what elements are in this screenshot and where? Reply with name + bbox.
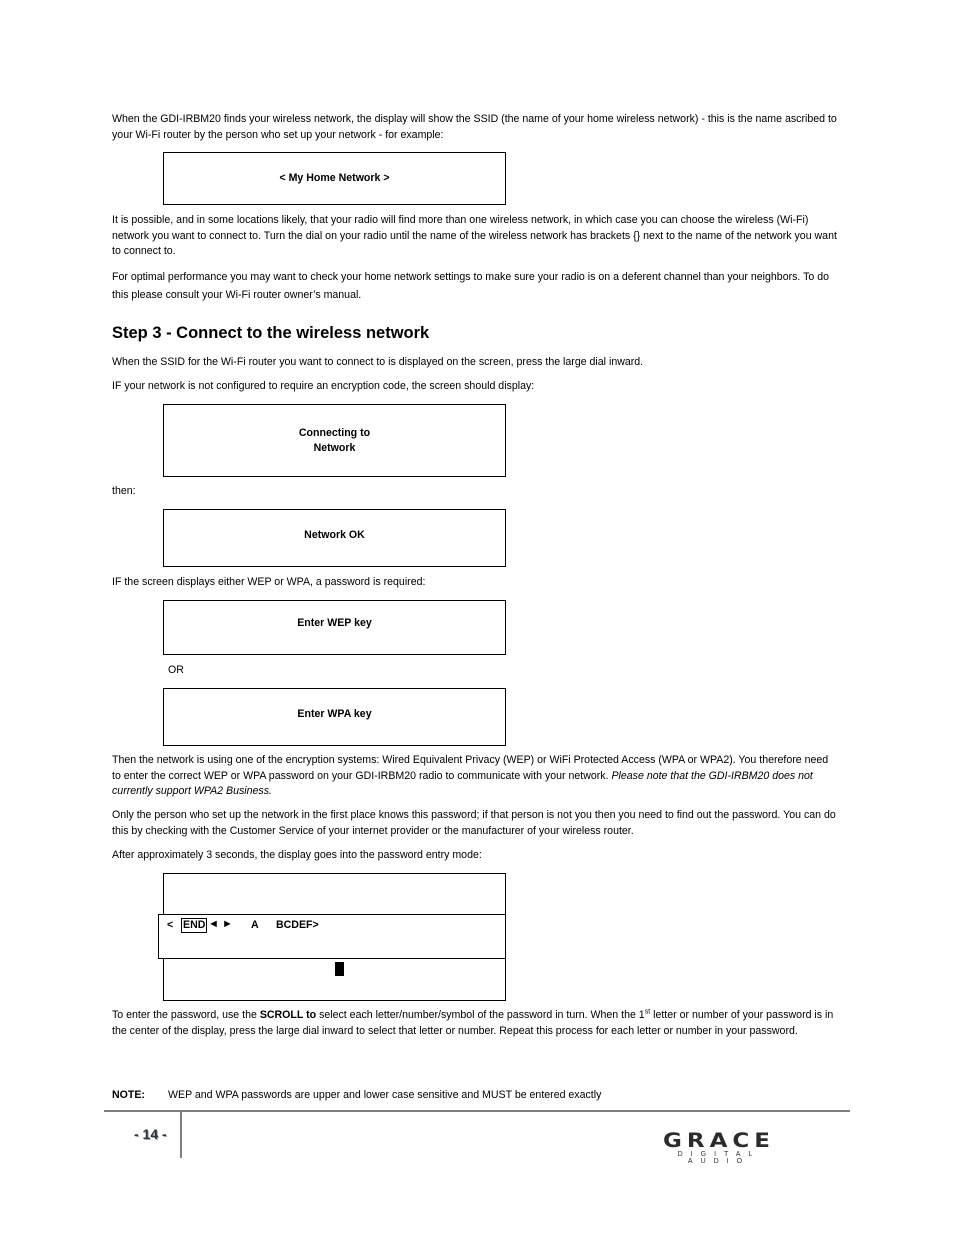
ssid-display-text: < My Home Network >	[279, 172, 390, 184]
encryption-paragraph	[112, 753, 838, 800]
then-label: then:	[112, 485, 136, 497]
no-encryption-paragraph: IF your network is not configured to require an encryption code, the screen should display:	[112, 380, 535, 392]
network-ok-text: Network OK	[304, 529, 365, 541]
page-number: - 14 -	[134, 1126, 167, 1142]
grace-logo	[652, 1129, 786, 1165]
note-paragraph	[112, 1088, 838, 1104]
scroll-text-a: To enter the password, use the	[112, 1009, 260, 1021]
wpa-key-display-box	[163, 688, 506, 746]
footer-divider	[180, 1112, 182, 1158]
text-cursor-icon	[335, 962, 344, 976]
connecting-line1: Connecting to	[298, 427, 371, 439]
pw-end-option: END	[183, 919, 206, 931]
wpa2-business-note: Please note that the GDI-IRBM20 does not currently support WPA2 Business.	[112, 769, 813, 797]
intro-paragraph: When the GDI-IRBM20 finds your wireless network, the display will show the SSID (the name of your home wireless network) - this is the name ascribed to your Wi-Fi router by the person who set up your network - for example:	[112, 113, 837, 141]
or-label: OR	[168, 664, 184, 676]
scroll-text-sup: st	[644, 1008, 651, 1016]
note-text: WEP and WPA passwords are upper and lower case sensitive and MUST be entered exactly	[168, 1089, 602, 1101]
step3-intro-paragraph: When the SSID for the Wi-Fi router you want to connect to is displayed on the screen, press the large dial inward.	[112, 356, 644, 368]
footer-rule	[104, 1110, 850, 1112]
wpa-key-text: Enter WPA key	[297, 708, 372, 720]
scroll-text-bold: SCROLL to	[259, 1009, 317, 1021]
pw-char-list: BCDEF>	[276, 919, 319, 931]
wep-key-text: Enter WEP key	[297, 617, 372, 629]
pw-selected-char: A	[251, 919, 259, 931]
scroll-text-c: letter or number of your password is in the center of the display, press the large dial inward to select that letter or number. Repeat this process for each letter or number in your password.	[112, 1009, 834, 1037]
optimal-performance-paragraph: For optimal performance you may want to check your home network settings to make sure your radio is on a deferent channel than your neighbors. To do this please consult your Wi-Fi router owner’s manual.	[112, 271, 830, 301]
multiple-networks-paragraph: It is possible, and in some locations likely, that your radio will find more than one wireless network, in which case you can choose the wireless (Wi-Fi) network you want to connect to. Turn the dial on your radio until the name of the wireless network has brackets {} next to the name of the network you want to connect to.	[112, 214, 837, 257]
network-ok-display-box	[163, 509, 506, 567]
encryption-text: Then the network is using one of the encryption systems: Wired Equivalent Privacy (WEP) or WiFi Protected Access (WPA or WPA2). You therefore need to enter the correct WEP or WPA password on your GDI-IRBM20 radio to communicate with your network.	[112, 754, 829, 782]
pw-arrows-icon: ◄ ►	[208, 918, 233, 930]
connecting-line2: Network	[313, 442, 356, 454]
step3-heading: Step 3 - Connect to the wireless network	[112, 324, 430, 342]
password-required-paragraph: IF the screen displays either WEP or WPA, a password is required:	[112, 576, 426, 588]
password-owner-paragraph: Only the person who set up the network in the first place knows this password; if that person is not you then you need to find out the password. You can do this by checking with the Customer Service of your internet provider or the manufacturer of your wireless router.	[112, 809, 836, 837]
logo-main-text: GRACE	[663, 1129, 775, 1153]
ssid-display-box	[163, 152, 506, 205]
wep-key-display-box	[163, 600, 506, 655]
password-entry-mode-paragraph: After approximately 3 seconds, the display goes into the password entry mode:	[112, 849, 482, 861]
password-entry-row	[158, 914, 506, 959]
connecting-display-box	[163, 404, 506, 477]
pw-left-bracket: <	[167, 919, 174, 931]
scroll-instructions-paragraph	[112, 1008, 838, 1039]
logo-sub-text: DIGITAL AUDIO	[677, 1151, 761, 1165]
scroll-text-b: select each letter/number/symbol of the password in turn. When the 1	[316, 1009, 645, 1021]
note-label: NOTE:	[112, 1089, 145, 1101]
